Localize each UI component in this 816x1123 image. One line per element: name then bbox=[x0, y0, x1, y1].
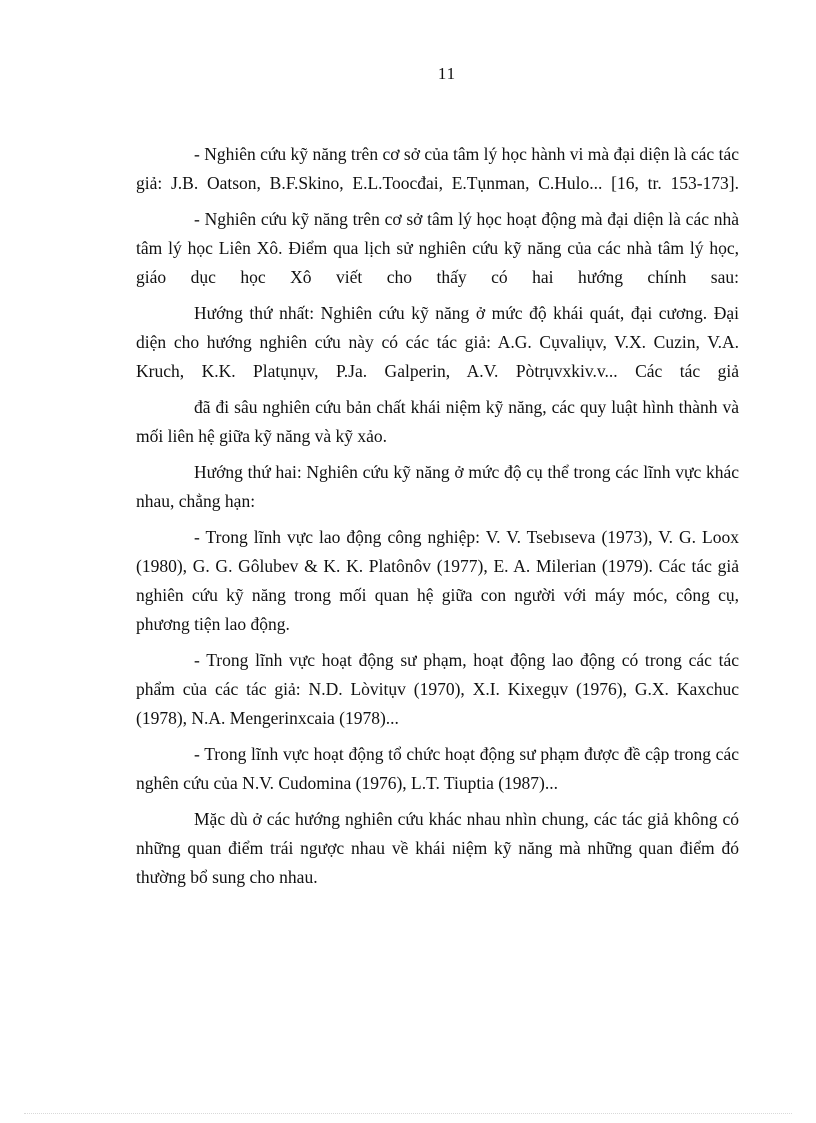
document-body bbox=[136, 140, 739, 899]
paragraph-first-direction: Hướng thứ nhất: Nghiên cứu kỹ năng ở mức độ khái quát, đại cương. Đại diện cho hướng nghiên cứu này có các tác giả: A.G. Cụvaliụv, V.X. Cuzin, V.A. Kruch, K.K. Platụnụv, P.Ja. Galperin, A.V. Pòtrụvxkiv.v... Các tác giả bbox=[136, 303, 739, 381]
paragraph-behaviorism: - Nghiên cứu kỹ năng trên cơ sở của tâm lý học hành vi mà đại diện là các tác giả: J.B. Oatson, B.F.Skino, E.L.Toocđai, E.Tụnman, C.Hulo... [16, tr. 153-173]. bbox=[136, 144, 739, 193]
paragraph-activity-psychology: - Nghiên cứu kỹ năng trên cơ sở tâm lý học hoạt động mà đại diện là các nhà tâm lý học Liên Xô. Điểm qua lịch sử nghiên cứu kỹ năng của các nhà tâm lý học, giáo dục học Xô viết cho thấy có hai hướng chính sau: bbox=[136, 209, 739, 287]
page-number: 11 bbox=[437, 64, 457, 83]
paragraph-second-direction: Hướng thứ hai: Nghiên cứu kỹ năng ở mức độ cụ thể trong các lĩnh vực khác nhau, chẳng hạn: bbox=[136, 462, 739, 511]
page-bottom-divider bbox=[24, 1113, 792, 1114]
paragraph-pedagogical-activity: - Trong lĩnh vực hoạt động sư phạm, hoạt động lao động có trong các tác phẩm của các tác giả: N.D. Lòvitụv (1970), X.I. Kixegụv (1976), G.X. Kaxchuc (1978), N.A. Mengerinxcaia (1978)... bbox=[136, 650, 739, 728]
paragraph-conclusion: Mặc dù ở các hướng nghiên cứu khác nhau nhìn chung, các tác giả không có những quan điểm trái ngược nhau về khái niệm kỹ năng mà những quan điểm đó thường bổ sung cho nhau. bbox=[136, 809, 739, 887]
paragraph-first-direction-continued: đã đi sâu nghiên cứu bản chất khái niệm kỹ năng, các quy luật hình thành và mối liên hệ giữa kỹ năng và kỹ xảo. bbox=[136, 397, 739, 446]
paragraph-organizational-activity: - Trong lĩnh vực hoạt động tổ chức hoạt động sư phạm được đề cập trong các nghên cứu của N.V. Cudomina (1976), L.T. Tiuptia (1987)... bbox=[136, 744, 739, 793]
paragraph-industrial-labor: - Trong lĩnh vực lao động công nghiệp: V. V. Tsebıseva (1973), V. G. Loox (1980), G. G. Gôlubev & K. K. Platônôv (1977), E. A. Milerian (1979). Các tác giả nghiên cứu kỹ năng trong mối quan hệ giữa con người với máy móc, công cụ, phương tiện lao động. bbox=[136, 527, 739, 634]
